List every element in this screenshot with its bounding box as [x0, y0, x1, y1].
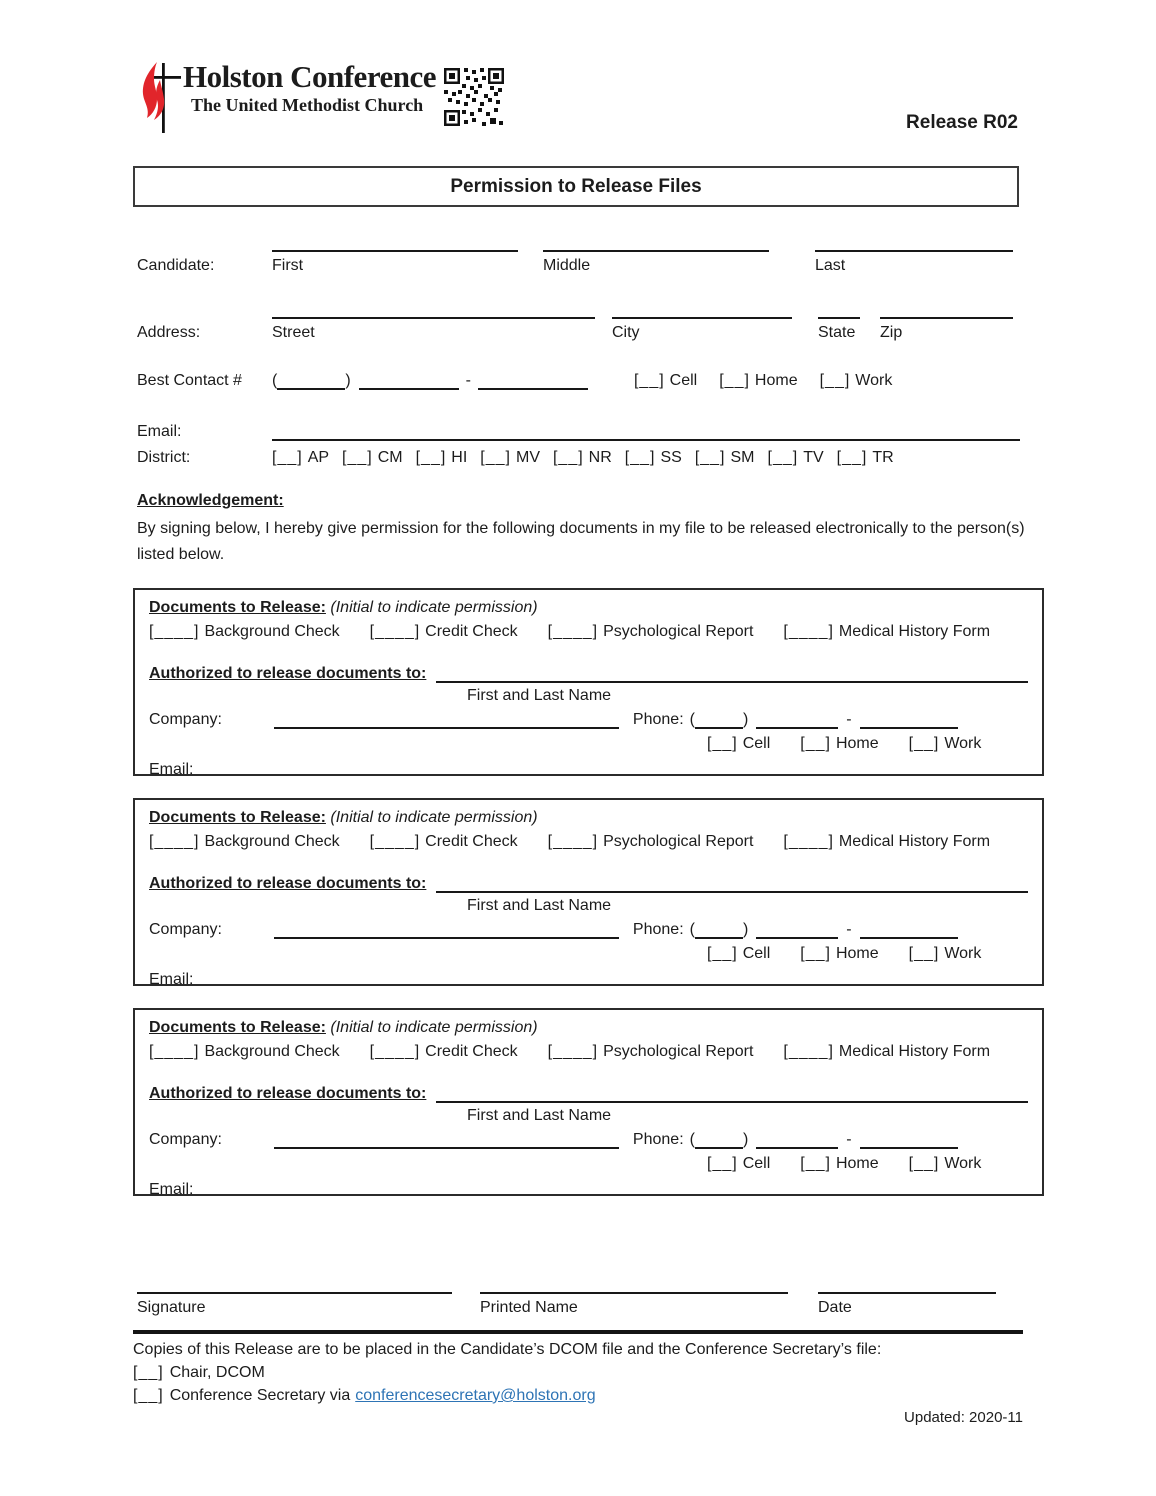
company-label: Company:: [149, 921, 222, 938]
best-contact-label: Best Contact #: [137, 372, 242, 389]
candidate-first-line: [272, 236, 518, 252]
signature-row: [137, 1278, 996, 1317]
cell-checkbox: [__]: [707, 1155, 738, 1172]
medical-history-label: Medical History Form: [838, 833, 991, 850]
company-label: Company:: [149, 711, 222, 728]
phone-dash: -: [846, 1131, 852, 1148]
documents-heading: Documents to Release:: [149, 599, 326, 616]
conference-secretary-label: Conference Secretary via: [169, 1387, 351, 1404]
zip-caption: Zip: [880, 324, 903, 341]
street-caption: Street: [272, 324, 315, 341]
authorized-name-line: [436, 1087, 1028, 1103]
street-line: [272, 303, 595, 319]
candidate-label: Candidate:: [137, 257, 215, 274]
conference-secretary-email-link[interactable]: conferencesecretary@holston.org: [355, 1387, 596, 1404]
medical-history-initial-box: [____]: [783, 833, 834, 850]
printed-name-caption: Printed Name: [480, 1299, 578, 1316]
district-cm-label: CM: [377, 449, 403, 466]
district-nr-label: NR: [588, 449, 612, 466]
phone-suffix-line: [860, 713, 958, 729]
phone-area-line: [695, 713, 743, 729]
credit-check-initial-box: [____]: [369, 833, 421, 850]
medical-history-initial-box: [____]: [783, 1043, 834, 1060]
district-tv-label: TV: [803, 449, 824, 466]
documents-note: (Initial to indicate permission): [330, 809, 538, 826]
district-mv-checkbox: [__]: [480, 449, 511, 466]
company-row: [149, 711, 1028, 729]
work-checkbox: [__]: [908, 1155, 940, 1172]
address-row: [137, 303, 1013, 342]
phone-suffix-line: [860, 923, 958, 939]
paren-close: ): [742, 921, 749, 938]
last-caption: Last: [815, 257, 846, 274]
work-checkbox: [__]: [819, 372, 851, 389]
documents-note: (Initial to indicate permission): [330, 1019, 538, 1036]
documents-heading-line: [149, 1019, 1028, 1037]
phone-prefix-line: [756, 923, 838, 939]
printed-name-line: [480, 1278, 788, 1294]
psychological-report-label: Psychological Report: [603, 623, 754, 640]
phone-prefix-line: [756, 1133, 838, 1149]
cell-label: Cell: [742, 1155, 771, 1172]
documents-options: [149, 1043, 1028, 1061]
release-number: Release R02: [906, 112, 1018, 133]
credit-check-initial-box: [____]: [369, 623, 421, 640]
authorized-name-line: [436, 877, 1028, 893]
area-code-line: [277, 374, 345, 390]
documents-heading: Documents to Release:: [149, 809, 326, 826]
signature-caption: Signature: [137, 1299, 206, 1316]
date-caption: Date: [818, 1299, 852, 1316]
phone-type-options: [707, 945, 1028, 963]
cell-checkbox: [__]: [707, 945, 738, 962]
email-label: Email:: [137, 423, 182, 440]
district-nr-checkbox: [__]: [552, 449, 584, 466]
phone-label: Phone:: [632, 711, 684, 728]
updated-stamp: Updated: 2020-11: [904, 1409, 1023, 1426]
name-caption: First and Last Name: [467, 1107, 612, 1124]
org-logo: [137, 60, 504, 140]
candidate-last-line: [815, 236, 1013, 252]
chair-dcom-item: [133, 1364, 1023, 1382]
work-checkbox: [__]: [908, 945, 940, 962]
work-label: Work: [855, 372, 893, 389]
name-caption: First and Last Name: [467, 897, 612, 914]
phone-suffix-line: [478, 374, 588, 390]
middle-caption: Middle: [543, 257, 591, 274]
signature-line: [137, 1278, 452, 1294]
district-tr-checkbox: [__]: [836, 449, 868, 466]
company-line: [274, 1133, 619, 1149]
release-box: [133, 798, 1044, 986]
city-caption: City: [612, 324, 640, 341]
documents-note: (Initial to indicate permission): [330, 599, 538, 616]
home-label: Home: [835, 945, 879, 962]
chair-dcom-checkbox: [__]: [133, 1364, 164, 1381]
first-caption: First: [272, 257, 304, 274]
cell-label: Cell: [669, 372, 698, 389]
authorized-name-line: [436, 667, 1028, 683]
paren-close: ): [742, 711, 749, 728]
medical-history-initial-box: [____]: [783, 623, 834, 640]
background-check-label: Background Check: [204, 623, 340, 640]
conference-secretary-checkbox: [__]: [133, 1387, 164, 1404]
district-ap-checkbox: [__]: [272, 449, 303, 466]
documents-options: [149, 833, 1028, 851]
home-label: Home: [835, 1155, 879, 1172]
background-check-label: Background Check: [204, 833, 340, 850]
phone-row: [633, 1131, 958, 1149]
qr-code: [444, 68, 504, 126]
recipient-email-label: Email:: [149, 761, 194, 776]
phone-dash: -: [846, 711, 852, 728]
work-label: Work: [944, 1155, 982, 1172]
paren-close: ): [742, 1131, 749, 1148]
company-row: [149, 921, 1028, 939]
work-label: Work: [944, 735, 982, 752]
recipient-email-label: Email:: [149, 1181, 194, 1196]
documents-heading-line: [149, 809, 1028, 827]
chair-dcom-label: Chair, DCOM: [169, 1364, 265, 1381]
address-label: Address:: [137, 324, 201, 341]
date-line: [818, 1278, 996, 1294]
district-hi-checkbox: [__]: [415, 449, 447, 466]
authorized-row: [149, 1085, 1028, 1103]
paren-open: (: [689, 921, 695, 938]
candidate-middle-line: [543, 236, 769, 252]
credit-check-label: Credit Check: [425, 833, 518, 850]
home-label: Home: [835, 735, 879, 752]
home-label: Home: [754, 372, 798, 389]
district-sm-label: SM: [730, 449, 755, 466]
org-subtitle: The United Methodist Church: [191, 95, 424, 115]
district-ss-checkbox: [__]: [624, 449, 656, 466]
org-name: Holston Conference: [183, 59, 437, 94]
phone-prefix-line: [359, 374, 459, 390]
acknowledgement-section: [137, 492, 1027, 568]
form-title: Permission to Release Files: [133, 166, 1019, 207]
phone-label: Phone:: [632, 921, 684, 938]
release-box: [133, 588, 1044, 776]
psychological-report-initial-box: [____]: [547, 1043, 599, 1060]
company-label: Company:: [149, 1131, 222, 1148]
documents-options: [149, 623, 1028, 641]
authorized-label: Authorized to release documents to:: [149, 875, 427, 892]
phone-suffix-line: [860, 1133, 958, 1149]
acknowledgement-heading: Acknowledgement:: [137, 492, 284, 509]
cell-checkbox: [__]: [707, 735, 738, 752]
conference-secretary-item: [133, 1387, 1023, 1405]
company-line: [274, 923, 619, 939]
state-line: [818, 303, 860, 319]
background-check-label: Background Check: [204, 1043, 340, 1060]
name-caption: First and Last Name: [467, 687, 612, 704]
paren-open: (: [689, 1131, 695, 1148]
zip-line: [880, 303, 1013, 319]
state-caption: State: [818, 324, 856, 341]
district-row: [137, 449, 894, 467]
release-box: [133, 1008, 1044, 1196]
home-checkbox: [__]: [719, 372, 750, 389]
medical-history-label: Medical History Form: [838, 623, 991, 640]
phone-row: [633, 921, 958, 939]
company-line: [274, 713, 619, 729]
documents-heading-line: [149, 599, 1028, 617]
district-tr-label: TR: [872, 449, 894, 466]
phone-dash: -: [465, 372, 471, 389]
medical-history-label: Medical History Form: [838, 1043, 991, 1060]
background-check-initial-box: [____]: [149, 623, 200, 640]
district-ss-label: SS: [660, 449, 682, 466]
phone-prefix-line: [756, 713, 838, 729]
company-row: [149, 1131, 1028, 1149]
cell-label: Cell: [742, 945, 771, 962]
work-checkbox: [__]: [908, 735, 940, 752]
authorized-row: [149, 665, 1028, 683]
district-ap-label: AP: [307, 449, 330, 466]
psychological-report-initial-box: [____]: [547, 833, 599, 850]
district-label: District:: [137, 449, 191, 466]
org-logo-text: [183, 60, 436, 116]
documents-heading: Documents to Release:: [149, 1019, 326, 1036]
authorized-row: [149, 875, 1028, 893]
district-hi-label: HI: [451, 449, 468, 466]
home-checkbox: [__]: [800, 945, 831, 962]
recipient-email-label: Email:: [149, 971, 194, 986]
cross-and-flame-icon: [137, 60, 181, 140]
acknowledgement-body: By signing below, I hereby give permission for the following documents in my file to be released electronically to the person(s) listed below.: [137, 520, 1025, 563]
background-check-initial-box: [____]: [149, 1043, 200, 1060]
credit-check-label: Credit Check: [425, 1043, 518, 1060]
phone-area-line: [695, 923, 743, 939]
cell-label: Cell: [742, 735, 771, 752]
phone-area-line: [695, 1133, 743, 1149]
authorized-label: Authorized to release documents to:: [149, 665, 427, 682]
phone-dash: -: [846, 921, 852, 938]
district-tv-checkbox: [__]: [767, 449, 799, 466]
email-row: [137, 423, 1020, 441]
paren-open: (: [689, 711, 695, 728]
phone-type-options: [707, 1155, 1028, 1173]
work-label: Work: [944, 945, 982, 962]
district-sm-checkbox: [__]: [694, 449, 726, 466]
district-cm-checkbox: [__]: [342, 449, 373, 466]
city-line: [612, 303, 792, 319]
phone-label: Phone:: [632, 1131, 684, 1148]
paren-close: ): [345, 372, 351, 389]
paren-open: (: [272, 372, 278, 389]
home-checkbox: [__]: [800, 1155, 831, 1172]
phone-row: [633, 711, 958, 729]
home-checkbox: [__]: [800, 735, 831, 752]
candidate-row: [137, 236, 1013, 275]
email-line: [272, 425, 1020, 441]
footer-section: [133, 1330, 1023, 1426]
psychological-report-label: Psychological Report: [603, 833, 754, 850]
psychological-report-initial-box: [____]: [547, 623, 599, 640]
footer-divider: [133, 1330, 1023, 1334]
background-check-initial-box: [____]: [149, 833, 200, 850]
district-mv-label: MV: [515, 449, 540, 466]
authorized-label: Authorized to release documents to:: [149, 1085, 427, 1102]
psychological-report-label: Psychological Report: [603, 1043, 754, 1060]
credit-check-label: Credit Check: [425, 623, 518, 640]
best-contact-row: [137, 372, 892, 390]
credit-check-initial-box: [____]: [369, 1043, 421, 1060]
cell-checkbox: [__]: [633, 372, 665, 389]
phone-type-options: [707, 735, 1028, 753]
copies-note: Copies of this Release are to be placed in the Candidate’s DCOM file and the Conference Secretary’s file:: [133, 1341, 882, 1358]
